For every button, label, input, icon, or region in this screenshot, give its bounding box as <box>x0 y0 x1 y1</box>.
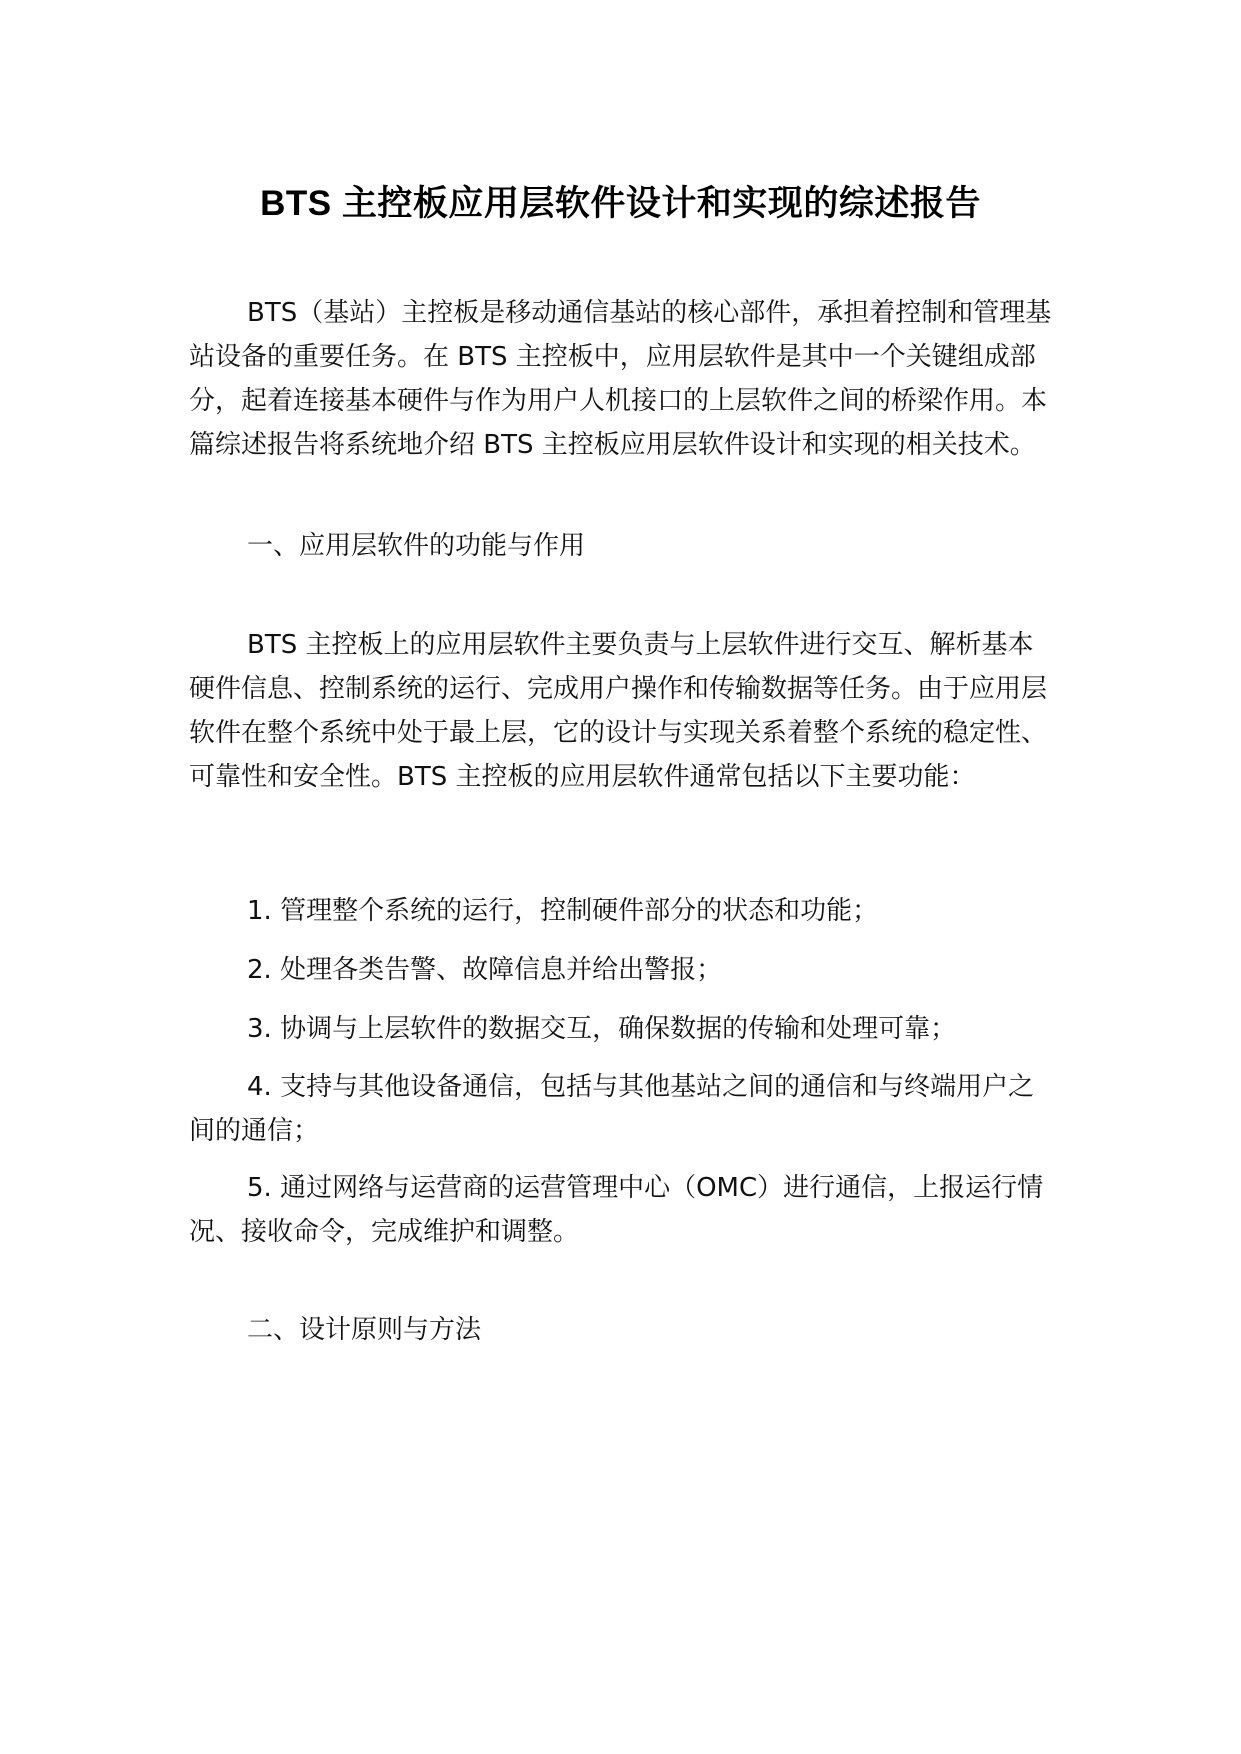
list-item-3: 3. 协调与上层软件的数据交互，确保数据的传输和处理可靠； <box>247 1014 957 1044</box>
document-title: BTS 主控板应用层软件设计和实现的综述报告 <box>260 184 981 223</box>
intro-paragraph: BTS（基站）主控板是移动通信基站的核心部件，承担着控制和管理基站设备的重要任务。在 BTS 主控板中，应用层软件是其中一个关键组成部分，起着连接基本硬件与作为用户人机接口的上层软件之间的桥梁作用。本篇综述报告将系统地介绍 BTS 主控板应用层软件设计和实现的相关技术。 <box>189 298 1052 460</box>
list-item-2: 2. 处理各类告警、故障信息并给出警报； <box>247 955 723 985</box>
section-heading-1: 一、应用层软件的功能与作用 <box>247 531 586 561</box>
section-1-paragraph: BTS 主控板上的应用层软件主要负责与上层软件进行交互、解析基本硬件信息、控制系统的运行、完成用户操作和传输数据等任务。由于应用层软件在整个系统中处于最上层，它的设计与实现关系着整个系统的稳定性、可靠性和安全性。BTS 主控板的应用层软件通常包括以下主要功能： <box>189 630 1048 792</box>
list-item-5: 5. 通过网络与运营商的运营管理中心（OMC）进行通信，上报运行情况、接收命令，完成维护和调整。 <box>189 1173 1044 1247</box>
list-item-4: 4. 支持与其他设备通信，包括与其他基站之间的通信和与终端用户之间的通信； <box>189 1072 1035 1146</box>
section-heading-2: 二、设计原则与方法 <box>247 1315 482 1345</box>
list-item-1: 1. 管理整个系统的运行，控制硬件部分的状态和功能； <box>247 896 879 926</box>
